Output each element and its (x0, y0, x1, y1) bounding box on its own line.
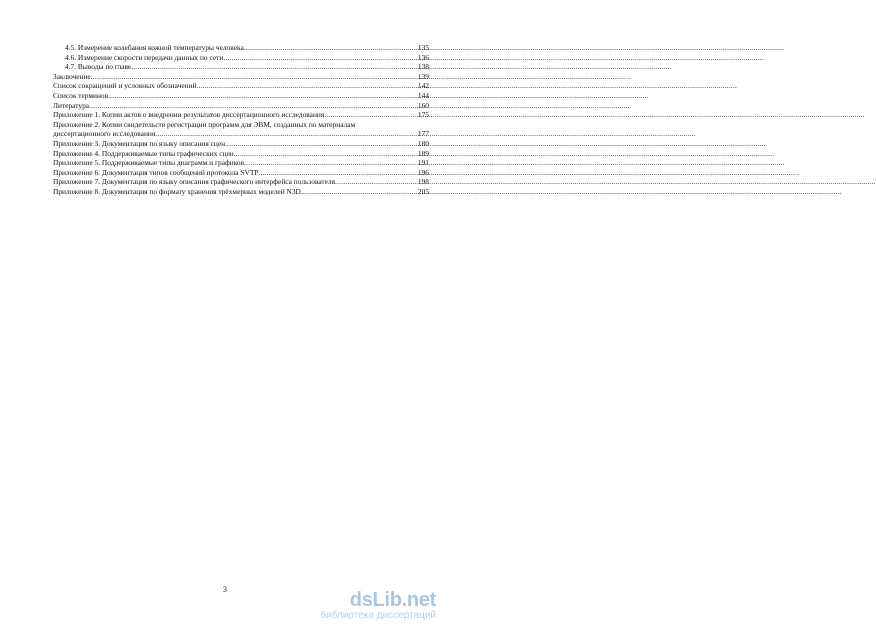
watermark-tagline: библиотека диссертаций (320, 610, 436, 621)
logo-main: dsLib (349, 589, 402, 611)
toc-leader-dots (324, 110, 417, 120)
toc-leader-dots (234, 149, 417, 159)
toc-leader-dots (108, 91, 417, 101)
toc-entry (53, 53, 429, 63)
toc-entry (53, 177, 429, 187)
toc-entry-page: 189 (417, 148, 429, 158)
toc-entry-title: Приложение 7. Документация по языку описания графического интерфейса пользователя (53, 177, 336, 187)
toc-entry (53, 120, 429, 139)
toc-entry-page: 175 (417, 110, 429, 120)
toc-leader-dots (91, 72, 417, 82)
toc-entry-title: Список сокращений и условных обозначений (53, 81, 197, 91)
toc-entry (53, 158, 429, 168)
toc-entry-page: 142 (417, 81, 429, 91)
toc-entry-page: 196 (417, 167, 429, 177)
page-number: 3 (223, 585, 227, 594)
toc-leader-dots (89, 101, 417, 111)
toc-entry-title: Приложение 8. Документация по формату хранения трёхмерных моделей N3D (53, 186, 301, 196)
toc-leader-dots (223, 53, 417, 63)
toc-entry (53, 62, 429, 72)
toc-entry-title: Приложение 4. Поддерживаемые типы графических сцен (53, 148, 234, 158)
toc-entry-page: 180 (417, 138, 429, 148)
toc-entry-title: Приложение 1. Копии актов о внедрении результатов диссертационного исследования (53, 110, 325, 120)
toc-entry-page: 160 (417, 100, 429, 110)
toc-entry-title: Литература (53, 100, 90, 110)
toc-entry-title: Приложение 6. Документация типов сообщений протокола SVTP (53, 167, 259, 177)
table-of-contents (53, 43, 429, 197)
toc-entry-page: 135 (417, 43, 429, 52)
toc-entry-page: 139 (417, 71, 429, 81)
toc-entry (53, 72, 429, 82)
toc-leader-dots (131, 62, 417, 72)
toc-entry-page: 138 (417, 62, 429, 72)
toc-leader-dots (258, 168, 416, 178)
toc-leader-dots (335, 177, 417, 187)
toc-entry-title-line1: Приложение 2. Копии свидетельств регистрации программ для ЭВМ, созданных по материалам (53, 119, 356, 129)
toc-entry-title: 4.6. Измерение скорости передачи данных по сети (65, 52, 224, 62)
toc-entry-title: Приложение 3. Документация по языку описания сцен (53, 138, 226, 148)
toc-entry-title: 4.5. Измерение колебания кожной температуры человека (65, 43, 244, 52)
toc-entry (53, 101, 429, 111)
toc-leader-dots (244, 43, 417, 53)
logo-tld: .net (401, 589, 436, 611)
toc-entry-page: 198 (417, 177, 429, 187)
toc-entry (53, 149, 429, 159)
toc-entry (53, 187, 429, 197)
toc-entry-page: 177 (417, 129, 429, 139)
toc-entry-page: 191 (417, 158, 429, 168)
toc-entry-title: 4.7. Выводы по главе (65, 62, 132, 72)
toc-entry-page: 205 (417, 186, 429, 196)
dslib-logo (316, 590, 436, 610)
toc-entry (53, 110, 429, 120)
toc-entry-page: 136 (417, 52, 429, 62)
toc-entry (53, 91, 429, 101)
toc-leader-dots (244, 158, 417, 168)
toc-entry (53, 43, 429, 53)
toc-entry-title: Заключение (53, 71, 91, 81)
toc-entry-title: Приложение 5. Поддерживаемые типы диаграмм и графиков (53, 158, 245, 168)
toc-entry-page: 144 (417, 90, 429, 100)
toc-leader-dots (155, 129, 417, 139)
toc-entry-title: Список терминов (53, 90, 109, 100)
toc-entry (53, 168, 429, 178)
toc-leader-dots (301, 187, 417, 197)
toc-entry (53, 81, 429, 91)
toc-leader-dots (225, 139, 417, 149)
toc-entry (53, 139, 429, 149)
toc-entry-title-line2: диссертационного исследования (53, 129, 156, 139)
toc-leader-dots (196, 81, 416, 91)
dslib-watermark[interactable] (316, 590, 436, 622)
